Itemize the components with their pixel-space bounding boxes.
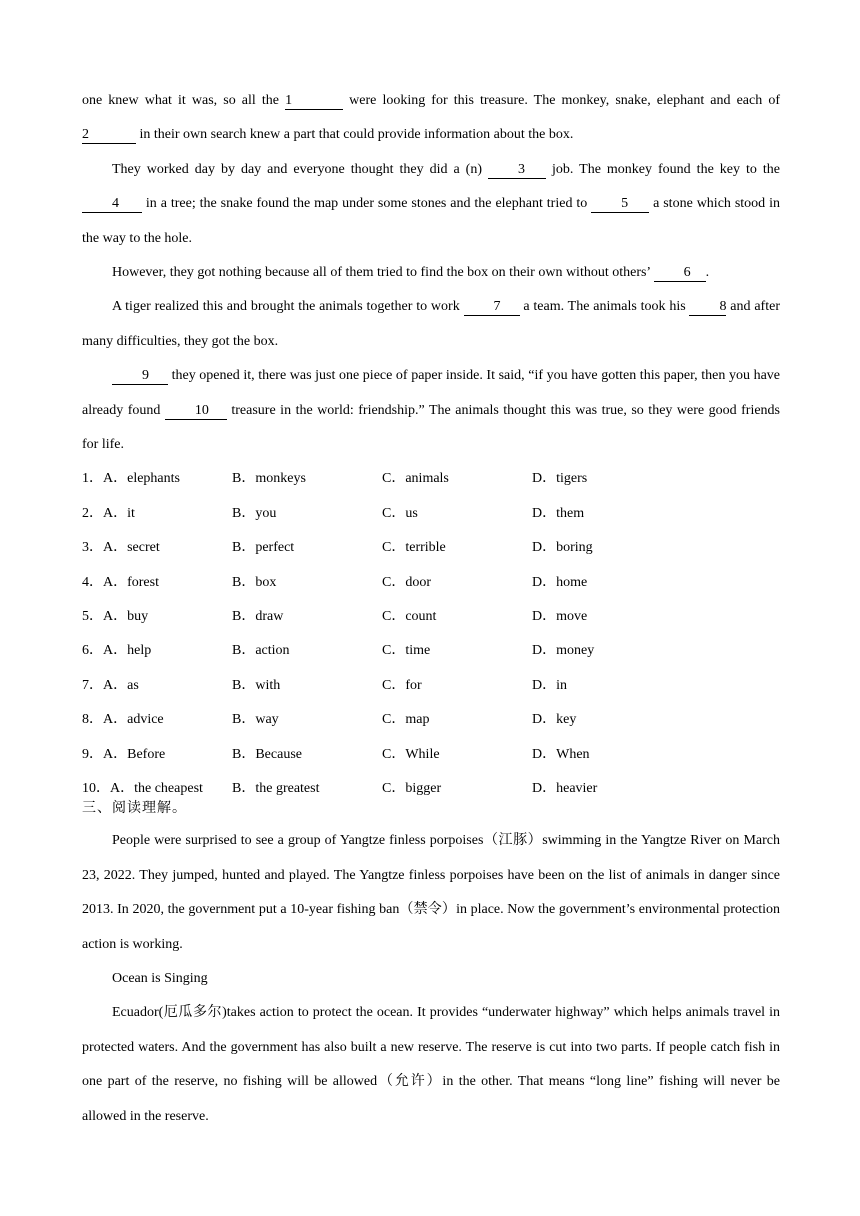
reading-subtitle: Ocean is Singing [112, 971, 208, 986]
text: they opened it, there was just one piece of paper inside. It said, “if you have gotten this paper, then you have already found [82, 368, 780, 418]
option-a-text: A．it [103, 505, 135, 521]
text: job. The monkey found the key to the [546, 161, 780, 177]
option-a [82, 531, 232, 565]
text: one knew what it was, so all the [82, 93, 286, 108]
question-number: 8． [82, 712, 103, 728]
text: . [705, 265, 710, 281]
question-number: 1． [82, 471, 103, 487]
reading-paragraph-2: Ecuador(厄瓜多尔)takes action to protect the ocean. It provides “underwater highway” which helps animals travel in protected waters. And the government has also built a new reserve. The reserve is cut into two parts. If people catch fish in one part of the reserve, no fishing will be allowed（允许）in the other. That means “long line” fishing will never be allowed in the reserve. [82, 1005, 780, 1124]
option-d: D．money [532, 643, 595, 659]
text: a team. The animals took his [519, 299, 690, 315]
option-a [82, 669, 232, 703]
option-a-text: A．Before [103, 746, 166, 762]
blank-5: 5 [591, 196, 649, 213]
cloze-paragraph-1 [82, 84, 780, 153]
option-a [82, 600, 232, 634]
option-row-8 [82, 703, 780, 737]
option-row-5 [82, 600, 780, 634]
text: and after many difficulties, they got the box. [82, 299, 780, 349]
option-c: C．time [382, 643, 431, 659]
cloze-paragraph-4 [82, 290, 780, 359]
option-a [82, 703, 232, 737]
option-d: D．When [532, 746, 590, 762]
blank-7: 7 [464, 299, 520, 316]
text: They worked day by day and everyone thought they did a (n) [112, 161, 489, 177]
question-number: 10． [82, 780, 110, 796]
cloze-paragraph-3 [82, 256, 780, 290]
option-a-text: A．forest [103, 574, 159, 590]
question-number: 9． [82, 746, 103, 762]
question-number: 3． [82, 540, 103, 556]
option-d: D．them [532, 505, 585, 521]
option-c: C．door [382, 574, 431, 590]
option-c: C．for [382, 677, 422, 693]
option-d: D．move [532, 609, 588, 625]
blank-1: 1 [285, 93, 343, 110]
blank-10: 10 [165, 403, 227, 420]
option-b: B．monkeys [232, 471, 306, 487]
option-a-text: A．as [103, 677, 139, 693]
question-number: 6． [82, 643, 103, 659]
option-b: B．you [232, 505, 277, 521]
option-row-1 [82, 462, 780, 496]
option-row-7 [82, 669, 780, 703]
option-b: B．draw [232, 609, 284, 625]
option-c: C．animals [382, 471, 449, 487]
question-number: 2． [82, 505, 103, 521]
option-a [82, 566, 232, 600]
option-row-3 [82, 531, 780, 565]
text: a stone which stood in the way to the hole. [82, 196, 780, 246]
option-d: D．tigers [532, 471, 588, 487]
text: treasure in the world: friendship.” The animals thought this was true, so they were good friends for life. [82, 402, 781, 453]
option-b: B．the greatest [232, 780, 320, 796]
option-a [82, 497, 232, 531]
question-number: 4． [82, 574, 103, 590]
blank-8: 8 [689, 299, 726, 316]
option-row-6 [82, 634, 780, 668]
blank-3: 3 [488, 162, 546, 179]
option-a [82, 738, 232, 772]
option-d: D．in [532, 677, 567, 693]
blank-6: 6 [654, 265, 706, 282]
option-a-text: A．advice [103, 712, 164, 728]
option-row-9 [82, 738, 780, 772]
option-d: D．boring [532, 540, 593, 556]
option-b: B．Because [232, 746, 302, 762]
option-a-text: A．secret [103, 540, 160, 556]
option-c: C．terrible [382, 540, 446, 556]
option-d: D．heavier [532, 780, 598, 796]
question-number: 5． [82, 609, 103, 625]
option-c: C．bigger [382, 780, 442, 796]
option-row-2 [82, 497, 780, 531]
option-c: C．While [382, 746, 440, 762]
option-a-text: A．buy [103, 609, 149, 625]
option-a [82, 634, 232, 668]
blank-9: 9 [112, 368, 168, 385]
text: in a tree; the snake found the map under some stones and the elephant tried to [142, 196, 592, 212]
option-a-text: A．the cheapest [110, 780, 203, 796]
option-b: B．box [232, 574, 277, 590]
option-a-text: A．help [103, 643, 152, 659]
section-heading: 三、阅读理解。 [82, 800, 187, 817]
text: However, they got nothing because all of them tried to find the box on their own without others’ [112, 265, 654, 281]
option-c: C．map [382, 712, 430, 728]
option-b: B．with [232, 677, 281, 693]
cloze-paragraph-2 [82, 153, 780, 256]
option-c: C．us [382, 505, 418, 521]
question-number: 7． [82, 677, 103, 693]
blank-4: 4 [82, 196, 142, 213]
text: in their own search knew a part that could provide information about the box. [136, 127, 574, 143]
option-b: B．way [232, 712, 279, 728]
option-b: B．action [232, 643, 290, 659]
option-b: B．perfect [232, 540, 295, 556]
blank-2: 2 [82, 127, 136, 144]
option-d: D．key [532, 712, 577, 728]
text: were looking for this treasure. The monkey, snake, elephant and each of [343, 93, 780, 108]
cloze-paragraph-5 [82, 359, 780, 462]
text: A tiger realized this and brought the animals together to work [112, 299, 464, 315]
reading-paragraph-1: People were surprised to see a group of Yangtze finless porpoises（江豚）swimming in the Yangtze River on March 23, 2022. They jumped, hunted and played. The Yangtze finless porpoises have been on the list of animals in danger since 2013. In 2020, the government put a 10-year fishing ban（禁令）in place. Now the government’s environmental protection action is working. [82, 833, 780, 952]
document-page [82, 84, 780, 1134]
option-a-text: A．elephants [103, 471, 180, 487]
option-c: C．count [382, 609, 437, 625]
option-row-4 [82, 566, 780, 600]
option-d: D．home [532, 574, 588, 590]
answer-options [82, 462, 780, 806]
option-a [82, 462, 232, 496]
